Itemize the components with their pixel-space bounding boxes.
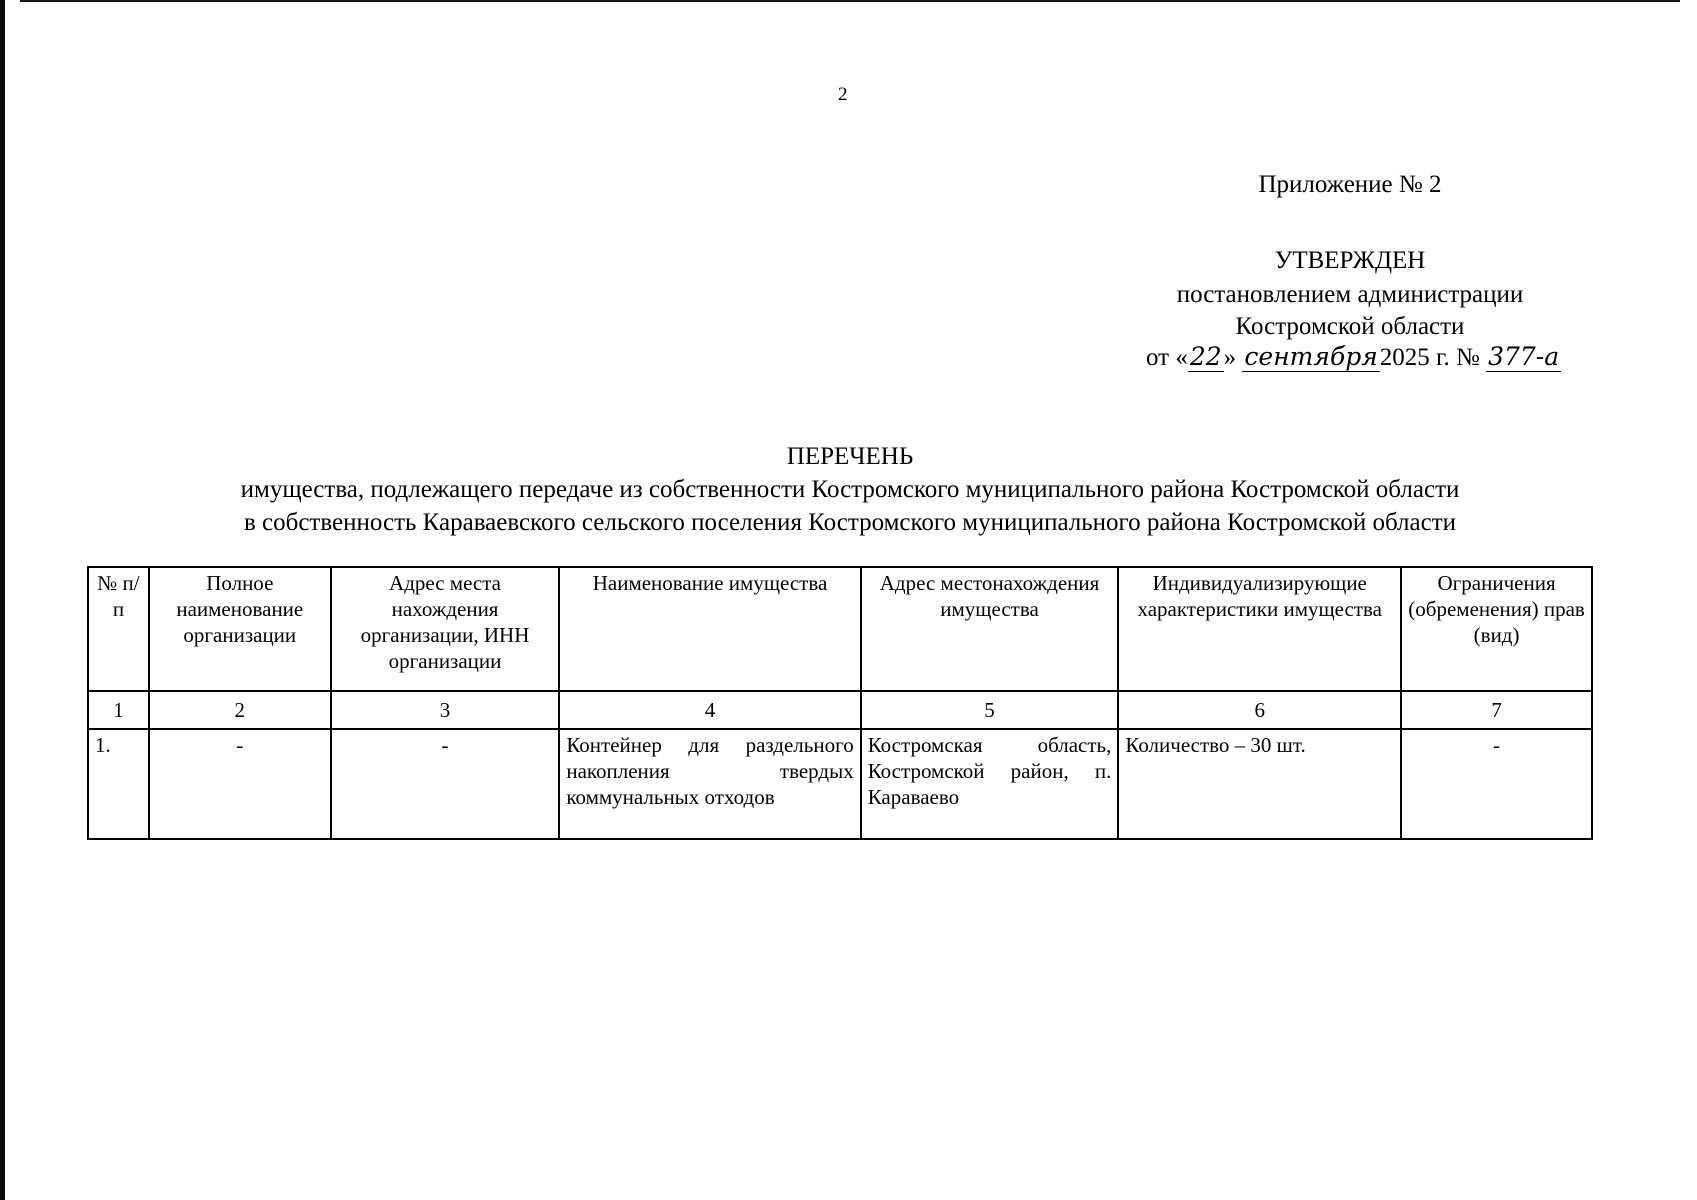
column-number: 4: [559, 691, 860, 729]
title-heading: ПЕРЕЧЕНЬ: [786, 443, 914, 470]
header-property-address: Адрес местонахождения имущества: [861, 567, 1119, 691]
cell-characteristics: Количество – 30 шт.: [1118, 729, 1401, 839]
property-table: [87, 566, 1593, 840]
scan-edge-left: [0, 0, 5, 1200]
header-num: № п/п: [88, 567, 149, 691]
header-restrictions: Ограничения (обременения) прав (вид): [1401, 567, 1592, 691]
header-org-name: Полное наименование организации: [149, 567, 331, 691]
table-header-row: [88, 567, 1592, 691]
date-mid: »: [1223, 344, 1237, 371]
appendix-label: Приложение № 2: [1258, 171, 1442, 198]
column-number: 6: [1118, 691, 1401, 729]
column-number-row: [88, 691, 1592, 729]
cell-num: 1.: [88, 729, 149, 839]
scan-edge-top: [20, 0, 1680, 2]
date-prefix: от «: [1146, 344, 1188, 371]
approved-stamp-text: УТВЕРЖДЕН: [1274, 247, 1426, 274]
cell-org-address: -: [331, 729, 560, 839]
cell-org-name: -: [149, 729, 331, 839]
column-number: 1: [88, 691, 149, 729]
cell-property-address: Костромская область, Костромской район, п. Караваево: [861, 729, 1119, 839]
cell-property-name: Контейнер для раздельного накопления твердых коммунальных отходов: [559, 729, 860, 839]
column-number: 5: [861, 691, 1119, 729]
header-org-address: Адрес места нахождения организации, ИНН организации: [331, 567, 560, 691]
table-row: [88, 729, 1592, 839]
column-number: 7: [1401, 691, 1592, 729]
title-line-2: в собственность Караваевского сельского поселения Костромского муниципального района Костромской области: [243, 509, 1457, 536]
page-number: 2: [838, 84, 848, 105]
column-number: 3: [331, 691, 560, 729]
document-title: [60, 440, 1640, 539]
handwritten-number: 377-а: [1488, 342, 1560, 371]
column-number: 2: [149, 691, 331, 729]
header-characteristics: Индивидуализирующие характеристики имущества: [1118, 567, 1401, 691]
handwritten-day: 22: [1189, 342, 1222, 371]
handwritten-month: сентября: [1244, 342, 1378, 371]
date-year: 2025 г. №: [1379, 344, 1480, 371]
region-line: Костромской области: [1235, 313, 1465, 340]
header-property-name: Наименование имущества: [559, 567, 860, 691]
decree-date-line: [1146, 342, 1561, 372]
title-line-1: имущества, подлежащего передаче из собственности Костромского муниципального района Костромской области: [240, 476, 1460, 503]
decree-line: постановлением администрации: [1176, 281, 1524, 308]
cell-restrictions: -: [1401, 729, 1592, 839]
